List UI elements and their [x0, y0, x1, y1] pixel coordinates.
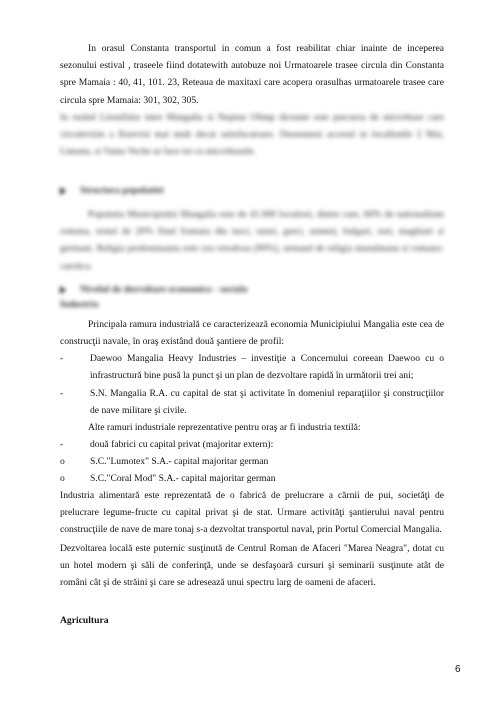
other-branches-paragraph: Alte ramuri industriale reprezentative pentru oraş ar fi industria textilă: [88, 422, 361, 433]
blurred-paragraph: In rusled Lirenifalsr intre Mangalia si Neptun Olimp dictante este parcursa de microbuze care circulevizie a florevisi mai mult decat satisfacatoare. Deasemeni accesul in localitatile 2 Mai, Limanu, si Vama Veche se face tot cu microbuzele. [60, 112, 444, 158]
arrow-bullet-icon [60, 187, 66, 195]
list-item-text: două fabrici cu capital privat (majoritar extern): [90, 439, 274, 450]
list-marker: o [60, 473, 65, 484]
list-item [60, 350, 444, 384]
population-paragraph: Populatia Municipiului Mangalia este de 41.000 locuitori, dintre care, 60% de nationalitate romana, restul de 20% fiind formata din turci, tatari, greci, armeni, bulgari, rusi, maghiari si germani. Religia predominanta este cea ortodoxa (90%), urmand de religia musulmana si romano-catolica. [60, 209, 444, 272]
list-item-text: S.N. Mangalia R.A. cu capital de stat şi activitate în domeniul reparaţiilor şi construcţiilor de nave militare şi civile. [90, 388, 444, 417]
list-marker: - [60, 353, 64, 364]
list-marker: o [60, 456, 65, 467]
population-heading-text: Structura populatiei [80, 185, 164, 196]
industry-intro: Principala ramura industrială ce caracterizează economia Municipiului Mangalia este cea de construcţii navale, în oraş existând două şantiere de profil: [60, 319, 444, 348]
transport-paragraph: In orasul Constanta transportul in comun a fost reabilitat chiar inainte de inceperea sezonului estival , traseele fiind dotatewith autobuze noi Urmatoarele trasee circula din Constanta spre Mamaia : 40, 41, 101. 23, Reteaua de maxitaxi care acopera orasulhas urmatoarele trasee care circula spre Mamaia: 301, 302, 305. [60, 43, 444, 106]
list-item [60, 385, 444, 419]
list-item-text: S.C."Lumotex" S.A.- capital majoritar german [90, 456, 269, 467]
arrow-bullet-icon [60, 286, 66, 294]
economy-heading [60, 283, 247, 297]
list-marker: - [60, 439, 64, 450]
food-industry-paragraph: Industria alimentară este reprezentată de o fabrică de prelucrare a cărnii de pui, societăţi de prelucrare legume-fructe cu capital privat şi de stat. Urmare activităţi şantierului naval pentru construcţiile de nave de mare tonaj s-a dezvoltat transportul naval, prin Portul Comercial Mangalia. [60, 490, 444, 536]
agriculture-heading: Agricultura [60, 615, 109, 626]
economy-heading-text: Nivelul de dezvoltare economico - sociala [80, 284, 248, 295]
page-number: 6 [455, 664, 461, 675]
population-heading [60, 184, 163, 198]
list-marker: - [60, 388, 64, 399]
list-item-text: Daewoo Mangalia Heavy Industries – investiţie a Concernului coreean Daewoo cu o infrastructură bine pusă la punct şi un plan de dezvoltare rapidă în următorii trei ani; [90, 353, 444, 382]
list-item-text: S.C."Coral Mod" S.A.- capital majoritar german [90, 473, 276, 484]
industry-subheading: Industria [60, 299, 99, 310]
local-development-paragraph: Dezvoltarea locală este puternic susţinută de Centrul Roman de Afaceri "Marea Neagra", dotat cu un hotel modern şi săli de conferinţă, unde se desfaşoară cursuri şi seminarii susţinute atât de români cât şi de străini şi care se adresează unui spectru larg de oameni de afaceri. [60, 543, 444, 589]
